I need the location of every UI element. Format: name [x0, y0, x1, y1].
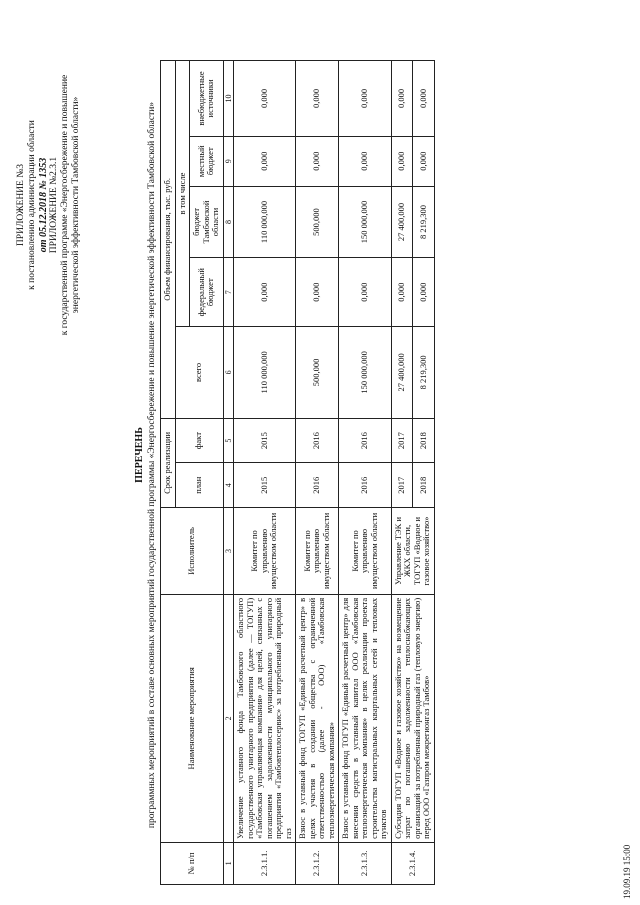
- total-amount: 110 000,000: [234, 327, 296, 419]
- local-amount: 0,000: [339, 136, 392, 186]
- fact-year: 2016: [339, 418, 392, 463]
- local-amount: 0,000: [391, 136, 413, 186]
- program-measures-table: [160, 60, 435, 885]
- fact-year: 2018: [413, 418, 435, 463]
- row-number: 2.3.1.1.: [234, 842, 296, 884]
- local-amount: 0,000: [234, 136, 296, 186]
- table-row: [234, 61, 296, 885]
- col-index: 5: [223, 418, 234, 463]
- measure-name: Увеличение уставного фонда Тамбовского областного государственного унитарного предприятия (далее — ТОГУП) «Тамбовская управляющая компания» для целей, связанных с погашением задолженности муниципального унитарного предприятия «Тамбовтеплосервис» за потребленный природный газ: [234, 594, 296, 842]
- measure-name: Взнос в уставный фонд ТОГУП «Единый расчетный центр» в целях участия в создании общества с ограниченной ответственностью (далее - ООО) «Тамбовская теплоэнергетическая компания»: [296, 594, 339, 842]
- appendix2-title: ПРИЛОЖЕНИЕ №2.3.1: [49, 156, 59, 254]
- plan-year: 2016: [296, 463, 339, 508]
- fact-year: 2016: [296, 418, 339, 463]
- total-amount: 150 000,000: [339, 327, 392, 419]
- extra-amount: 0,000: [296, 61, 339, 137]
- total-amount: 500,000: [296, 327, 339, 419]
- executor: Комитет по управлению имуществом области: [296, 508, 339, 595]
- table-row: [296, 61, 339, 885]
- col-index: 3: [223, 508, 234, 595]
- regional-amount: 110 000,000: [234, 186, 296, 258]
- regional-amount: 150 000,000: [339, 186, 392, 258]
- col-index: 4: [223, 463, 234, 508]
- plan-year: 2018: [413, 463, 435, 508]
- col-index: 8: [223, 186, 234, 258]
- fact-year: 2017: [391, 418, 413, 463]
- col-header-federal: федеральный бюджет: [190, 258, 224, 327]
- col-header-local: местный бюджет: [190, 136, 224, 186]
- col-header-regional: бюджет Тамбовской области: [190, 186, 224, 258]
- col-header-extra: внебюджетные источники: [190, 61, 224, 137]
- total-amount: 8 219,300: [413, 327, 435, 419]
- extra-amount: 0,000: [391, 61, 413, 137]
- document-title: ПЕРЕЧЕНЬ: [134, 427, 145, 483]
- row-number: 2.3.1.2.: [296, 842, 339, 884]
- col-index: 2: [223, 594, 234, 842]
- local-amount: 0,000: [413, 136, 435, 186]
- row-number: 2.3.1.4.: [391, 842, 434, 884]
- plan-year: 2017: [391, 463, 413, 508]
- regional-amount: 27 400,000: [391, 186, 413, 258]
- measure-name: Взнос в уставный фонд ТОГУП «Единый расчетный центр» для внесения средств в уставный капитал ООО «Тамбовская теплоэнергетическая компания» в целях реализации проекта строительства магистральных квартальных сетей и тепловых пунктов: [339, 594, 392, 842]
- table-row: [391, 61, 413, 885]
- plan-year: 2015: [234, 463, 296, 508]
- col-header-name: Наименование мероприятия: [161, 594, 224, 842]
- appendix-date-number: от 05.12.2018 № 1353: [38, 157, 49, 253]
- col-header-term: Срок реализации: [161, 418, 176, 507]
- col-header-no: № п/п: [161, 842, 224, 884]
- federal-amount: 0,000: [413, 258, 435, 327]
- col-header-total: всего: [175, 327, 223, 419]
- plan-year: 2016: [339, 463, 392, 508]
- local-amount: 0,000: [296, 136, 339, 186]
- col-index: 7: [223, 258, 234, 327]
- extra-amount: 0,000: [413, 61, 435, 137]
- federal-amount: 0,000: [234, 258, 296, 327]
- col-header-funding: Объем финансирования, тыс. руб.: [161, 61, 176, 419]
- federal-amount: 0,000: [339, 258, 392, 327]
- col-index: 10: [223, 61, 234, 137]
- total-amount: 27 400,000: [391, 327, 413, 419]
- column-index-row: [223, 61, 234, 885]
- appendix2-reference: к государственной программе «Энергосбережение и повышение: [60, 74, 70, 336]
- appendix-reference: к постановлению администрации области: [27, 120, 37, 290]
- table-row: [339, 61, 392, 885]
- col-header-plan: план: [175, 463, 223, 508]
- col-index: 9: [223, 136, 234, 186]
- col-index: 1: [223, 842, 234, 884]
- federal-amount: 0,000: [391, 258, 413, 327]
- row-number: 2.3.1.3.: [339, 842, 392, 884]
- federal-amount: 0,000: [296, 258, 339, 327]
- regional-amount: 8 219,300: [413, 186, 435, 258]
- fact-year: 2015: [234, 418, 296, 463]
- col-header-incl: в том числе: [175, 61, 190, 327]
- col-header-fact: факт: [175, 418, 223, 463]
- print-timestamp: 19.09.19 15:00: [622, 844, 632, 899]
- executor: Комитет по управлению имуществом области: [234, 508, 296, 595]
- regional-amount: 500,000: [296, 186, 339, 258]
- col-header-executor: Исполнитель: [161, 508, 224, 595]
- measure-name: Субсидия ТОГУП «Водное и газовое хозяйство» на возмещение затрат по погашению задолженности теплоснабжающих организаций за потребленный природный газ (тепловую энергию) перед ООО «Газпром межрегионгаз Тамбов»: [391, 594, 434, 842]
- appendix-title: ПРИЛОЖЕНИЕ №3: [16, 163, 26, 247]
- appendix2-reference-cont: энергетической эффективности Тамбовской области»: [71, 96, 81, 314]
- executor: Комитет по управлению имуществом области: [339, 508, 392, 595]
- extra-amount: 0,000: [339, 61, 392, 137]
- extra-amount: 0,000: [234, 61, 296, 137]
- document-subtitle: программных мероприятий в составе основных мероприятий государственной программы «Энергосбережение и повышение энергетической эффективности Тамбовской области»: [147, 101, 157, 829]
- executor: Управление ТЭК и ЖКХ области, ТОГУП «Водное и газовое хозяйство»: [391, 508, 434, 595]
- col-index: 6: [223, 327, 234, 419]
